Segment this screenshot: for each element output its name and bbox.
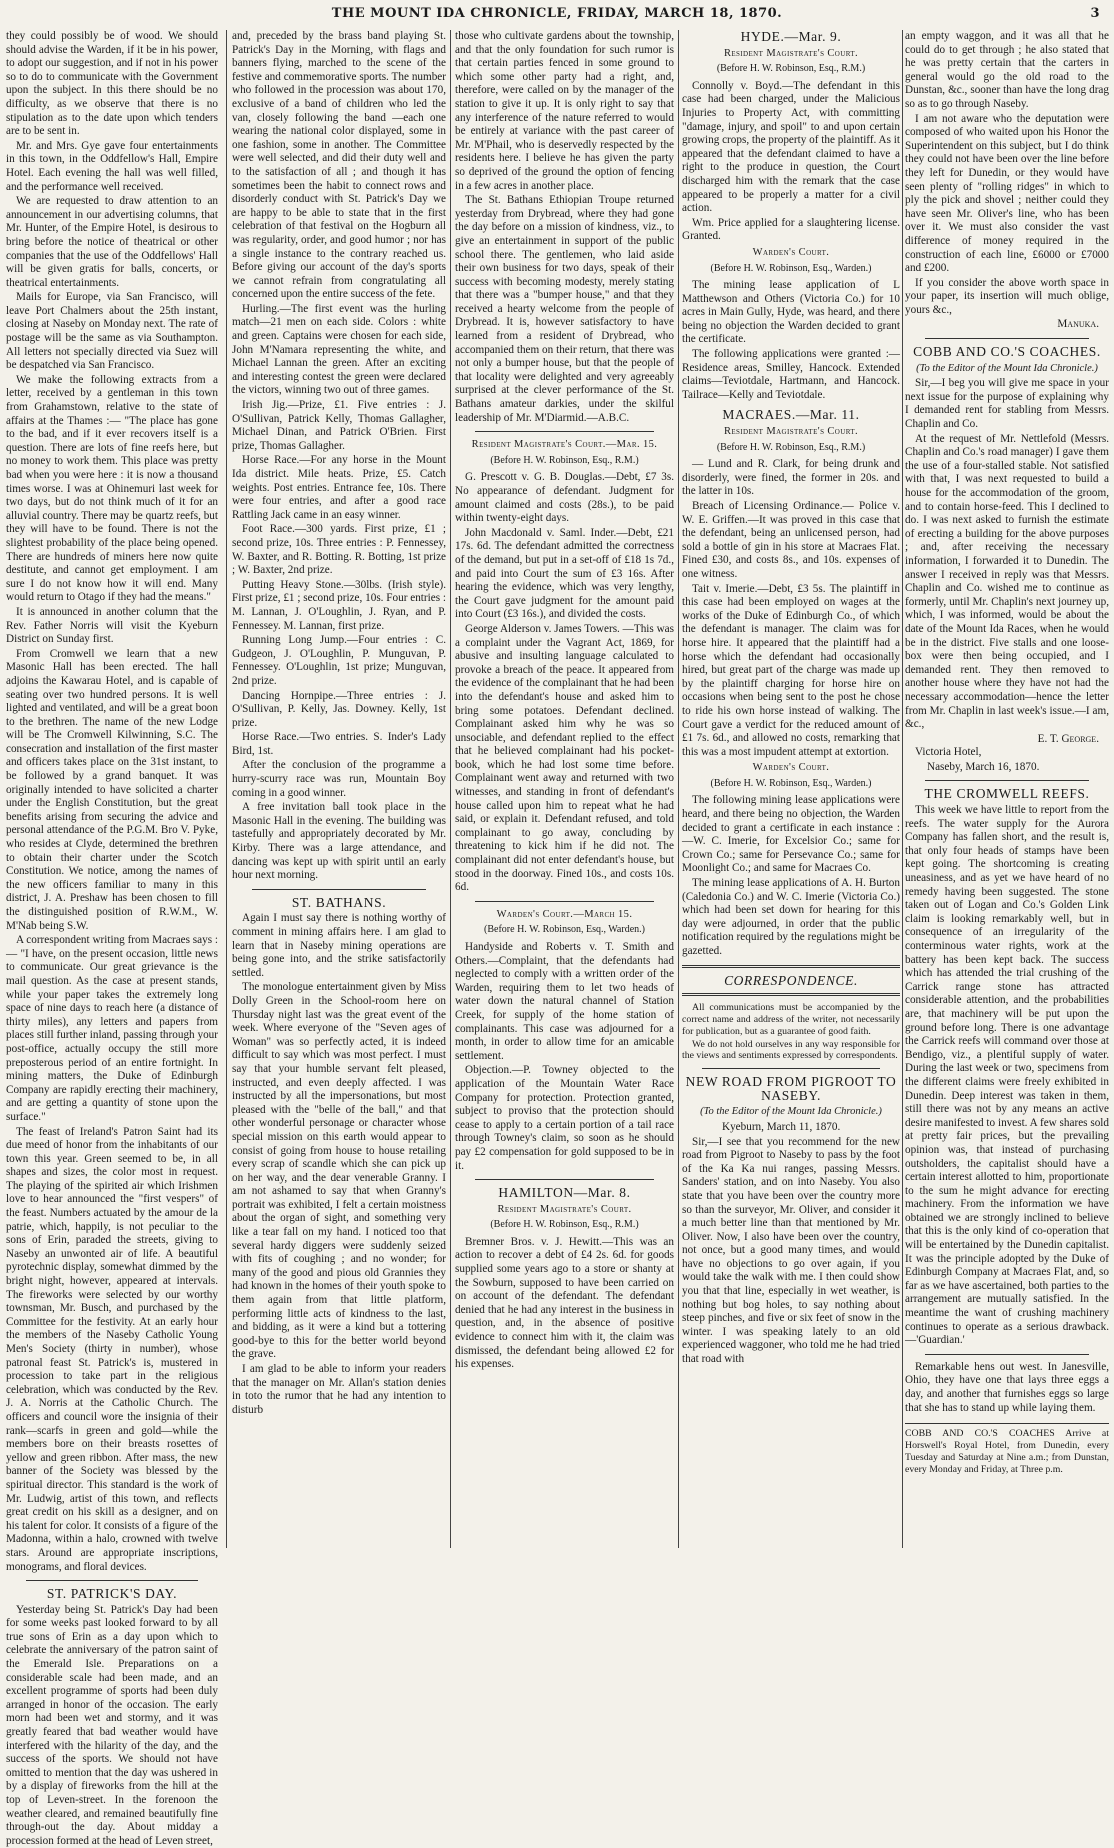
court-heading: Resident Magistrate's Court. [497,1203,632,1215]
section-heading: HYDE.—Mar. 9. [740,29,842,44]
article-paragraph: those who cultivate gardens about the township, and that the only foundation for such rumor is that certain parties fenced in some ground to which some other party had a right, and, therefore, were called on by the manager of the station to give it up. It is only right to say that any interference of the nature referred to would be entirely at variance with the past career of Mr. M'Phail, who is deservedly respected by the residents here. I believe he has given the party so deprived of the ground the option of fencing in a few acres in another place. [455,30,674,192]
court-heading: Warden's Court. [752,762,830,774]
article-paragraph: Yesterday being St. Patrick's Day had been for some weeks past looked forward to by all true sons of Erin as a day upon which to celebrate the anniversary of the patron saint of the Emerald Isle. Preparations on a considerable scale had been made, and an excellent programme of sports had been duly arranged in honor of the occasion. The early morn had been wet and stormy, and it was greatly feared that bad weather would have interfered with the hilarity of the day, and the success of the sports. We should not have omitted to mention that the day was ushered in by a display of fireworks from the hill at the top of Leven-street. In the forenoon the weather cleared, and remained beautifully fine through-out the day. About midday a procession formed at the head of Leven street, [6,1603,218,1847]
section-heading: THE CROMWELL REEFS. [924,786,1090,802]
letter-address: Victoria Hotel, [915,746,982,759]
article-paragraph: Mails for Europe, via San Francisco, will leave Port Chalmers about the 25th instant, closing at Naseby on Monday next. The rate of postage will be the same as via Southampton. All letters not specially directed via Suez will be despatched via San Francisco. [6,291,218,372]
article-paragraph: It is announced in another column that the Rev. Father Norris will visit the Kyeburn District on Sunday first. [6,605,218,646]
column-4 [682,30,900,1548]
article-paragraph: — Lund and R. Clark, for being drunk and disorderly, were fined, the former in 20s. and the latter in 10s. [682,458,900,498]
court-byline: (Before H. W. Robinson, Esq., R.M.) [716,441,866,453]
article-paragraph: Sir,—I beg you will give me space in your next issue for the purpose of explaining why I demanded rent for stabling from Messrs. Chaplin and Co. [905,377,1109,431]
letter-date: Naseby, March 16, 1870. [927,760,1040,773]
article-paragraph: G. Prescott v. G. B. Douglas.—Debt, £7 3s. No appearance of defendant. Judgment for amount claimed and costs (28s.), to be paid within twenty-eight days. [455,471,674,525]
notice-paragraph: All communications must be accompanied by the correct name and address of the writer, not necessarily for publication, but as a guarantee of good faith. [682,1002,900,1037]
article-paragraph: Connolly v. Boyd.—The defendant in this case had been charged, under the Malicious Injuries to Property Act, with committing "damage, injury, and spoil" to and upon certain growing crops, the property of the plaintiff. As it appeared that the defendant claimed to have a right to the produce in question, the Court discharged him with the remark that the case appeared to be properly a matter for a civil action. [682,79,900,215]
article-paragraph: Putting Heavy Stone.—30lbs. (Irish style). First prize, £1 ; second prize, 10s. Four entries : M. Lannan, J. O'Loughlin, J. Ryan, and P. Fennessey. M. Lannan, first prize. [232,578,446,632]
letter-signature: Manuka. [1057,318,1099,331]
column-2 [232,30,446,1548]
masthead-title: THE MOUNT IDA CHRONICLE, FRIDAY, MARCH 18, 1870. [331,6,783,21]
section-heading: MACRAES.—Mar. 11. [722,407,860,423]
article-paragraph: Breach of Licensing Ordinance.— Police v. W. E. Griffen.—It was proved in this case that the defendant, being an unlicensed person, had sold a bottle of gin in his store at Macraes Flat. Fined £30, and costs 8s., and 10s. expenses of one witness. [682,500,900,580]
section-divider [475,431,654,432]
article-paragraph: This week we have little to report from the reefs. The water supply for the Aurora Company has fallen short, and the result is, that only four heads of stamps have been kept going. The shortcoming is creating uneasiness, and as yet we have heard of no remedy having been suggested. The stone taken out of Logan and Co.'s Golden Link claim is looking remarkably well, but in consequence of an irregularity of the conterminous water rights, work at the battery has been kept back. The success which has attended the trial crushing of the Carrick range stone has attracted considerable attention, and the probabilities are, that machinery will be put upon the ground before long. There is one advantage the Carrick reefs will command over those at Bendigo, viz., a plentiful supply of water. During the last week or two, specimens from the different claims were freely exhibited in Dunedin. Deep interest was taken in them, still there was not by any means an active desire manifested to invest. A few shares sold at pretty fair prices, but the prevailing opinion was, that instead of purchasing outsholders, the capitalist should have a certain interest allotted to him, proportionate to the sum he might advance for erecting machinery. From the information we have obtained we are strongly inclined to believe that this is the only kind of co-operation that will be entertained by the Dunedin capitalist. It was the principle adopted by the Duke of Edinburgh Company at Macraes Flat, and, so far as we have ascertained, both parties to the arrangement are mutually satisfied. In the meantime the want of crushing machinery continues to operate as a serious drawback.—'Guardian.' [905,804,1109,1347]
article-paragraph: Running Long Jump.—Four entries : C. Gudgeon, J. O'Loughlin, P. Munguvan, P. Fennessey. O'Loughlin, 1st prize; Munguvan, 2nd prize. [232,634,446,687]
article-paragraph: A correspondent writing from Macraes says :— "I have, on the present occasion, little news to communicate. Our great grievance is the mail question. As the case at present stands, while your paper takes the extremely long space of nine days to reach here (a distance of thirty miles), any letters and papers from places still further inland, passing through your post-office, actually occupy the still more preposterous period of an entire fortnight. In mining matters, the Duke of Edinburgh Company are rapidly erecting their machinery, and are getting a quantity of stone upon the surface." [6,934,218,1123]
section-heading: CORRESPONDENCE. [724,972,858,988]
article-paragraph: The mining lease applications of A. H. Burton (Caledonia Co.) and W. C. Imerie (Victoria Co.) which had been set down for hearing for this day were adjourned, in order that the public notification required by the regulations might be gazetted. [682,877,900,957]
article-paragraph: George Alderson v. James Towers. —This was a complaint under the Vagrant Act, 1869, for abusive and insulting language calculated to provoke a breach of the peace. It appeared from the evidence of the complainant that he had been into the defendant's house and asked him to bring some potatoes. Defendant declined. Complainant asked him why he was so unsociable, and defendant replied to the effect that he believed complainant had his pocket-book, which he had lost some time before. Complainant went away and returned with two witnesses, and standing in front of defendant's house called upon him to repeat what he had said, or explain it. Defendant refused, and told complainant to go away, concluding by threatening to kick him if he did not. The complainant did not enter defendant's house, but stood in the doorway. Fined 10s., and costs 10s. 6d. [455,622,674,894]
article-paragraph: and, preceded by the brass band playing St. Patrick's Day in the Morning, with flags and banners flying, marched to the scene of the festive and commemorative sports. The number who followed in the procession was about 170, exclusive of a band of children who led the van, closely following the band —each one wearing the national color displayed, some in one fashion, some in another. The Committee were well selected, and did their duty well and to the satisfaction of all ; and though it has sometimes been the habit to connect rows and disorderly conduct with St. Patrick's Day we are happy to be able to state that in the first celebration of that festival on the Hogburn all was regularity, order, and good humor ; nor has a single instance to the contrary reached us. Before giving our account of the day's sports we cannot refrain from congratulating all concerned upon the entire success of the fete. [232,30,446,301]
column-rule [678,30,679,1548]
article-paragraph: I am not aware who the deputation were composed of who waited upon his Honor the Superintendent on this subject, but I do think they could not have been over the line before they left for Dunedin, or they would have seen plenty of "rolling ridges" in which to ply the pick and shovel ; neither could they have seen Mr. Oliver's line, who has been over it. We must also consider the vast difference of money required in the construction of each line, £6000 or £7000 and £200. [905,112,1109,275]
article-paragraph: Bremner Bros. v. J. Hewitt.—This was an action to recover a debt of £4 2s. 6d. for goods supplied some years ago to a store or shanty at the Sowburn, supposed to have been carried on on account of the defendant. The defendant denied that he had any interest in the business in question, and, in the absence of positive evidence to connect him with it, the claim was dismissed, the defendant being allowed £2 for his expenses. [455,1235,674,1371]
coach-advertisement: COBB AND CO.'S COACHES Arrive at Horswell's Royal Hotel, from Dunedin, every Tuesday and Saturday at Nine a.m.; from Dunstan, every Monday and Friday, at Three p.m. [905,1423,1109,1475]
article-paragraph: Tait v. Imerie.—Debt, £3 5s. The plaintiff in this case had been employed on wages at the works of the Duke of Edinburgh Co., of which the defendant is manager. The claim was for horse hire. It appeared that the plaintiff had a horse which the defendant had occasionally hired, but great part of the charge was made up by the plaintiff charging for horse hire on occasions when being sent to the post he chose to ride his own horse instead of walking. The Court gave a verdict for the reduced amount of £1 7s. 6d., and allowed no costs, remarking that this was a most impudent attempt at extortion. [682,582,900,758]
section-divider [925,338,1089,339]
article-paragraph: Mr. and Mrs. Gye gave four entertainments in this town, in the Oddfellow's Hall, Empire Hotel. Each evening the hall was well filled, and the performance well received. [6,139,218,193]
section-divider [252,889,426,890]
letter-dateline: Kyeburn, March 11, 1870. [722,1120,841,1133]
column-rule [902,30,903,1548]
section-divider [925,1354,1089,1355]
section-heading: ST. PATRICK'S DAY. [46,1586,178,1602]
column-3 [455,30,674,1548]
section-divider [475,901,654,902]
section-heading: HAMILTON—Mar. 8. [498,1185,631,1201]
article-paragraph: If you consider the above worth space in your paper, its insertion will much oblige, yours &c., [905,276,1109,316]
article-paragraph: The mining lease application of L Matthewson and Others (Victoria Co.) for 10 acres in Main Gully, Hyde, was heard, and there being no objection the Warden decided to grant the certificate. [682,279,900,346]
notice-paragraph: We do not hold ourselves in any way responsible for the views and sentiments expressed by correspondents. [682,1038,900,1062]
court-byline: (Before H. W. Robinson, Esq., Warden.) [484,924,645,936]
court-byline: (Before H. W. Robinson, Esq., Warden.) [710,262,872,274]
article-paragraph: A free invitation ball took place in the Masonic Hall in the evening. The building was tastefully and appropriately decorated by Mr. Kirby. There was a large attendance, and dancing was kept up with spirit until an early hour next morning. [232,801,446,882]
article-paragraph: Foot Race.—300 yards. First prize, £1 ; second prize, 10s. Three entries : P. Fennessey, W. Baxter, and R. Botting. R. Botting, 1st prize ; W. Baxter, 2nd prize. [232,523,446,577]
column-5 [905,30,1109,1548]
section-divider [702,1068,880,1069]
article-paragraph: The St. Bathans Ethiopian Troupe returned yesterday from Drybread, where they had gone the day before on a mission of kindness, viz., to give an entertainment in support of the public school there. The gentlemen, who laid aside their own business for two days, speak of their success with becoming modesty, merely stating that there was a "bumper house," and that they received a hearty welcome from the people of Drybread. It is, however satisfactory to have learned from a resident of Drybread, who accompanied them on their return, that there was not only a bumper house, but that the people of that locality were delighted and very agreeably surprised at the clever performance of the St. Bathans amateur darkies, under the skilful leadership of Mr. M'Diarmid.—A.B.C. [455,194,674,424]
article-paragraph: The feast of Ireland's Patron Saint had its due meed of honor from the inhabitants of our town this year. Green seemed to be, in all shapes and sizes, the color most in request. The playing of the spirited air which Irishmen love to hear announced the "first vespers" of the feast. Numbers actuated by the amour de la patrie, which, happily, is not peculiar to the sons of Erin, paraded the streets, giving to Naseby an unwonted air of life. A beautiful pyrotechnic display, somewhat dimmed by the bright night, however, appeared at intervals. The fireworks were selected by our worthy townsman, Mr. Busch, and purchased by the Committee for the festivity. At an early hour the members of the Naseby Catholic Young Men's Society (thirty in number), whose patronal feast St. Patrick's is, mustered in procession to take part in the religious celebration, which was conducted by the Rev. J. A. Norris at the Catholic Church. The officers and council wore the insignia of their rank—scarfs in green and gold—while the members bore on their breasts rosettes of yellow and green ribbon. After mass, the new banner of the Society was blessed by the spiritual director. This standard is the work of Mr. Ludwig, artist of this town, and reflects great credit on his skill as a designer, and on his talent for color. It consists of a figure of the Madonna, within a halo, crowned with twelve stars. Around are appropriate inscriptions, monograms, and floral devices. [6,1125,218,1573]
column-rule [450,30,451,1548]
section-heading: COBB AND CO.'S COACHES. [913,344,1101,360]
section-divider [475,1179,654,1180]
court-byline: (Before H. W. Robinson, Esq., R.M.) [716,63,866,75]
court-heading: Resident Magistrate's Court.—Mar. 15. [471,439,658,451]
section-divider [925,780,1089,781]
court-heading: Resident Magistrate's Court. [723,47,859,59]
article-paragraph: At the request of Mr. Nettlefold (Messrs. Chaplin and Co.'s road manager) I gave them the use of a four-stalled stable. Not satisfied with that, I was next requested to build a house for the accommodation of the groom, and to contain horse-feed. This I declined to do. I was next asked to furnish the estimate of erecting a building for the above purposes ; and, after receiving the necessary information, I forwarded it to Dunedin. The answer I received in reply was that Messrs. Chaplin and Co. wished me to continue as formerly, until Mr. Chaplin's next journey up, which, I was informed, would be about the date of the Mount Ida Races, when he would be in the district. Five stalls and one loose-box were then being occupied, and I demanded rent. They then removed to another house where they have not had the necessary accommodation—hence the letter from Mr. Chaplin in last week's issue.—I am, &c., [905,432,1109,731]
section-divider [682,993,900,996]
column-rule [226,30,227,1548]
article-paragraph: Horse Race.—Two entries. S. Inder's Lady Bird, 1st. [232,731,446,757]
editor-address: (To the Editor of the Mount Ida Chronicle.) [916,362,1098,374]
article-paragraph: We make the following extracts from a letter, received by a gentleman in this town from Grahamstown, relative to the state of affairs at the Thames :— "The place has gone to the bad, and if it ever recovers itself is a question. There are lots of fine reefs here, but no money to work them. This place was pretty bad when you were here : it is now a thousand times worse. I was at Ohinemuri last week for two days, but do not think much of it for an alluvial country. There may be quartz reefs, but they will have to be found. There is not the slightest probability of the place being opened. There are hundreds of miners here now quite destitute, and cannot get employment. I am sure I do not know how it will end. Many would return to Otago if they had the means." [6,373,218,604]
article-paragraph: Remarkable hens out west. In Janesville, Ohio, they have one that lays three eggs a day, and another that furnishes eggs so large that she has to stand up while laying them. [905,1360,1109,1414]
court-heading: Resident Magistrate's Court. [723,426,859,438]
article-paragraph: The monologue entertainment given by Miss Dolly Green in the School-room here on Thursday night last was the great event of the week. Where everyone of the "Seven ages of Woman" was so perfectly acted, it is indeed difficult to say which was most perfect. I must say that your humble servant felt pleased, instructed, and even deeply affected. I was instructed by all the impersonations, but most pleased with the "belle of the ball," and that other wonderful personage or character whose special mission on this earth would appear to consist of going from house to house retailing every scrap of scandle which she can pick up on her way, and the dear venerable Granny. I am not ashamed to say that when Granny's portrait was exhibited, I felt a certain moistness about the organ of sight, and something very like a tear fall on my hand. I noticed too that several hardy diggers were suddenly seized with fits of coughing ; and no wonder; for many of the good and pious old Grannies they had known in the homes of their youth spoke to them again from that little platform, performing little acts of kindness to the last, and bidding, as it were a kind but a tottering good-bye to this for the better world beyond the grave. [232,981,446,1361]
section-heading: ST. BATHANS. [291,894,387,910]
article-paragraph: Objection.—P. Towney objected to the application of the Mountain Water Race Company for protection. Protection granted, subject to proviso that the protection should cease to apply to a certain portion of a tail race through Towney's claim, so soon as he should pay £2 compensation for gold supposed to be in it. [455,1064,674,1172]
court-heading: Warden's Court.—March 15. [496,908,633,920]
article-paragraph: Again I must say there is nothing worthy of comment in mining affairs here. I am glad to learn that in Naseby mining operations are being gone into, and the strike satisfactorily settled. [232,912,446,979]
letter-signature: E. T. George. [1037,732,1099,745]
article-paragraph: We are requested to draw attention to an announcement in our advertising columns, that Mr. Hunter, of the Empire Hotel, is desirous to bring before the notice of theatrical or other companies that the use of the Oddfellows' Hall will be given gratis for balls, concerts, or theatrical entertainments. [6,195,218,289]
article-paragraph: Irish Jig.—Prize, £1. Five entries : J. O'Sullivan, Patrick Kelly, Thomas Gallagher, Michael Dinan, and Patrick O'Brien. First prize, Thomas Gallagher. [232,399,446,452]
court-byline: (Before H. W. Robinson, Esq., R.M.) [490,454,639,466]
section-heading: NEW ROAD FROM PIGROOT TO NASEBY. [685,1074,897,1103]
article-paragraph: Dancing Hornpipe.—Three entries : J. O'Sullivan, P. Kelly, Jas. Downey. Kelly, 1st prize. [232,689,446,729]
court-byline: (Before H. W. Robinson, Esq., R.M.) [490,1219,639,1231]
article-paragraph: Horse Race.—For any horse in the Mount Ida district. Mile heats. Prize, £5. Catch weights. Post entries. Entrance fee, 10s. There were four entries, and after a good race Rattling Jack came in an easy winner. [232,454,446,521]
court-byline: (Before H. W. Robinson, Esq., Warden.) [710,777,872,789]
column-1 [6,30,218,1847]
editor-address: (To the Editor of the Mount Ida Chronicle.) [700,1106,882,1118]
masthead [0,6,1114,28]
article-paragraph: Handyside and Roberts v. T. Smith and Others.—Complaint, that the defendants had neglected to comply with a written order of the Warden, requiring them to let two heads of water down the natural channel of Station Creek, for supply of the home station of complainants. This case was adjourned for a month, in order to allow time for an amicable settlement. [455,941,674,1062]
article-paragraph: they could possibly be of wood. We should should advise the Warden, if it be in his power, to adopt our suggestion, and if not in his power so to do to communicate with the Government upon the subject. In this there should be no difficulty, as we observe that there is no stipulation as to the date upon which tenders are to be sent in. [6,30,218,138]
article-paragraph: From Cromwell we learn that a new Masonic Hall has been erected. The hall adjoins the Kawarau Hotel, and is capable of seating over two hundred persons. It is well lighted and ventilated, and will be a great boon to the brethren. The name of the new Lodge will be The Cromwell Kilwinning, S.C. The consecration and installation of the first master and officers takes place on the 31st instant, to be followed by a grand banquet. It was originally intended to have solicited a charter under the English Constitution, but the great benefits arising from securing the advice and personal attendance of the P.G.M. Bro V. Pyke, who resides at Clyde, determined the brethren to obtain their charter under the Scotch Constitution. We notice, among the names of the new officers familiar to many in this district, J. A. Preshaw has been chosen to fill the distinguished position of R.W.M., W. M'Nab being S.W. [6,647,218,932]
article-paragraph: Wm. Price applied for a slaughtering license. Granted. [682,216,900,243]
article-paragraph: After the conclusion of the programme a hurry-scurry race was run, Mountain Boy coming in a good winner. [232,759,446,799]
article-paragraph: John Macdonald v. Saml. Inder.—Debt, £21 17s. 6d. The defendant admitted the correctness of the demand, but put in a set-off of £18 1s 7d., and paid into Court the sum of £3 16s. After hearing the evidence, which was very lengthy, the Court gave judgment for the amount paid into Court (£3 16s.), and divided the costs. [455,526,674,621]
court-heading: Warden's Court. [752,246,830,258]
article-paragraph: Hurling.—The first event was the hurling match—21 men on each side. Colors : white and green. Captains were chosen for each side, John M'Namara representing the white, and Michael Lannan the green. After an exciting and interesting contest the green were declared the victors, winning two out of three games. [232,302,446,397]
article-paragraph: The following applications were granted :—Residence areas, Smilley, Hancock. Extended claims—Teviotdale, Hartmann, and Hancock. Tailrace—Kelly and Teviotdale. [682,348,900,401]
article-paragraph: I am glad to be able to inform your readers that the manager on Mr. Allan's station denies in toto the rumor that he had any intention to disturb [232,1363,446,1416]
section-divider [682,965,900,968]
article-paragraph: an empty waggon, and it was all that he could do to get through ; he also stated that he was pretty certain that the carters in general would go the old road to the Dunstan, &c., sooner than have the long drag so as to go through Naseby. [905,30,1109,110]
article-paragraph: The following mining lease applications were heard, and there being no objection, the Warden decided to grant a certificate in each instance :—W. C. Imerie, for Excelsior Co.; same for Crown Co.; same for Persevance Co.; same for Moonlight Co.; and same for Macraes Co. [682,794,900,875]
page-number: 3 [1090,6,1100,21]
article-paragraph: Sir,—I see that you recommend for the new road from Pigroot to Naseby to pass by the foot of the Ka Ka nui ranges, passing Messrs. Sanders' station, and on into Naseby. You also state that you have been over the country more so than the surveyor, Mr. Oliver, and consider it a much better line than that mentioned by Mr. Oliver. Now, I also have been over the country, not once, but a good many times, and would have no objections to go over again, if you would take the walk with me. I then could show you that that line, especially in wet weather, is nothing but bog holes, to say nothing about steep pinches, and five or six feet of snow in the winter. I was speaking lately to an old experienced waggoner, who told me he had tried that road with [682,1135,900,1366]
section-divider [26,1580,198,1581]
